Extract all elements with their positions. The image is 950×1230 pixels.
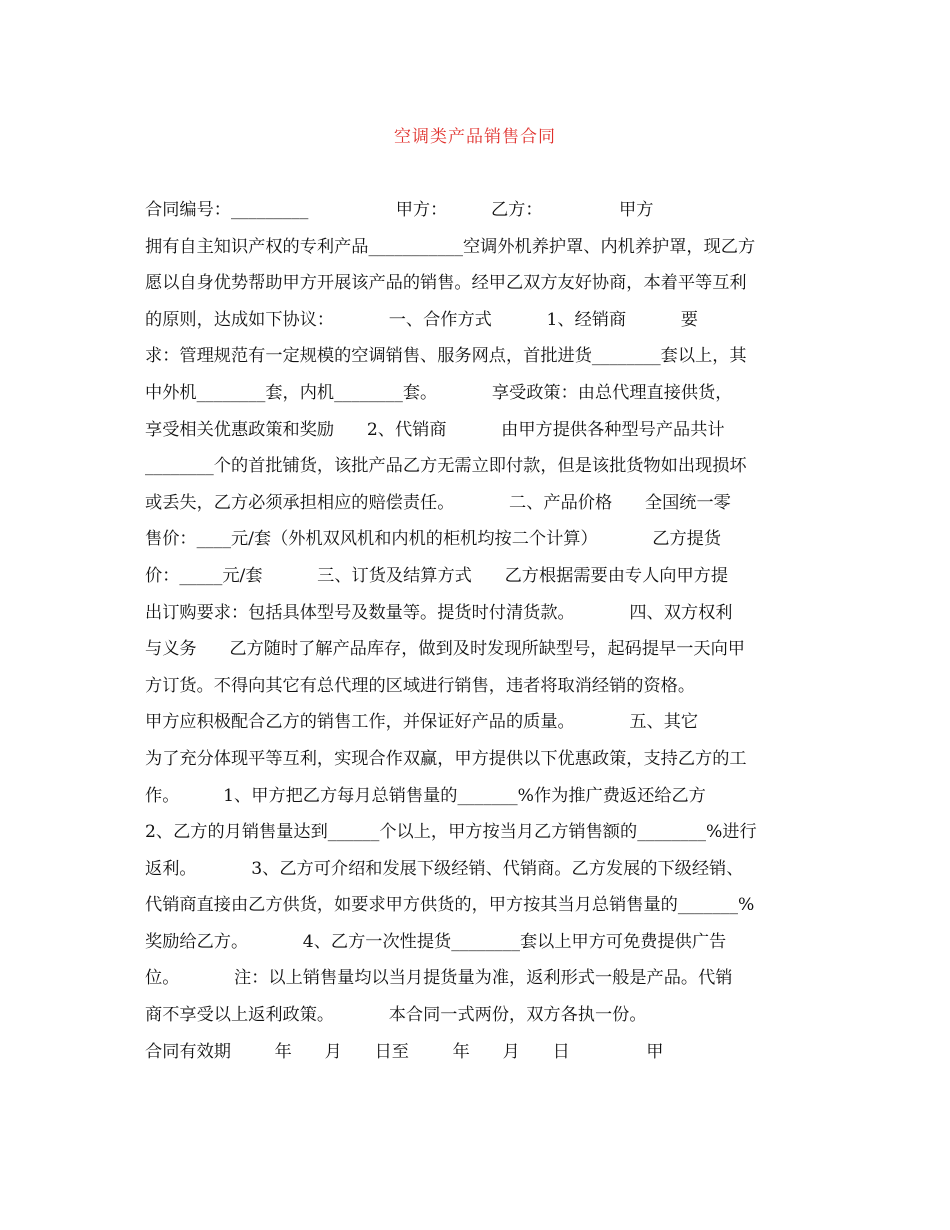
body-line: 求：管理规范有一定规模的空调销售、服务网点，首批进货________套以上，其 — [145, 346, 747, 367]
body-line: 的原则，达成如下协议： 一、合作方式 1、经销商 要 — [145, 309, 698, 330]
body-line: ________个的首批铺货，该批产品乙方无需立即付款，但是该批货物如出现损坏 — [145, 456, 747, 477]
body-line: 合同有效期 年 月 日至 年 月 日 甲 — [145, 1041, 664, 1062]
body-line: 合同编号：_________ 甲方： 乙方： 甲方 — [145, 200, 654, 220]
body-line: 奖励给乙方。 4、乙方一次性提货________套以上甲方可免费提供广告 — [145, 931, 727, 952]
body-line: 返利。 3、乙方可介绍和发展下级经销、代销商。乙方发展的下级经销、 — [145, 858, 744, 879]
page-title: 空调类产品销售合同 — [394, 127, 556, 147]
body-line: 愿以自身优势帮助甲方开展该产品的销售。经甲乙双方友好协商，本着平等互利 — [145, 273, 747, 294]
body-line: 方订货。不得向其它有总代理的区域进行销售，违者将取消经销的资格。 — [145, 675, 696, 696]
body-line: 或丢失，乙方必须承担相应的赔偿责任。 二、产品价格 全国统一零 — [145, 492, 731, 513]
body-line: 商不享受以上返利政策。 本合同一式两份，双方各执一份。 — [145, 1005, 647, 1026]
body-line: 售价：____元/套（外机双风机和内机的柜机均按二个计算） 乙方提货 — [145, 529, 722, 550]
body-line: 为了充分体现平等互利，实现合作双赢，甲方提供以下优惠政策，支持乙方的工 — [145, 748, 747, 769]
body-line: 享受相关优惠政策和奖励 2、代销商 由甲方提供各种型号产品共计 — [145, 419, 725, 440]
body-line: 甲方应积极配合乙方的销售工作，并保证好产品的质量。 五、其它 — [145, 712, 699, 733]
body-line: 2、乙方的月销售量达到______个以上，甲方按当月乙方销售额的________%进行 — [145, 822, 757, 843]
body-line: 代销商直接由乙方供货，如要求甲方供货的，甲方按其当月总销售量的_______% — [145, 895, 755, 916]
body-line: 中外机________套，内机________套。 享受政策：由总代理直接供货， — [145, 382, 733, 403]
contract-body — [145, 192, 807, 1070]
body-line: 作。 1、甲方把乙方每月总销售量的_______%作为推广费返还给乙方 — [145, 785, 706, 806]
body-line: 出订购要求：包括具体型号及数量等。提货时付清货款。 四、双方权利 — [145, 602, 733, 623]
body-line: 价：_____元/套 三、订货及结算方式 乙方根据需要由专人向甲方提 — [145, 565, 729, 586]
body-line: 拥有自主知识产权的专利产品___________空调外机养护罩、内机养护罩，现乙方 — [145, 236, 756, 257]
body-line: 位。 注：以上销售量均以当月提货量为准，返利形式一般是产品。代销 — [145, 968, 733, 989]
body-line: 与义务 乙方随时了解产品库存，做到及时发现所缺型号，起码提早一天向甲 — [145, 639, 745, 660]
